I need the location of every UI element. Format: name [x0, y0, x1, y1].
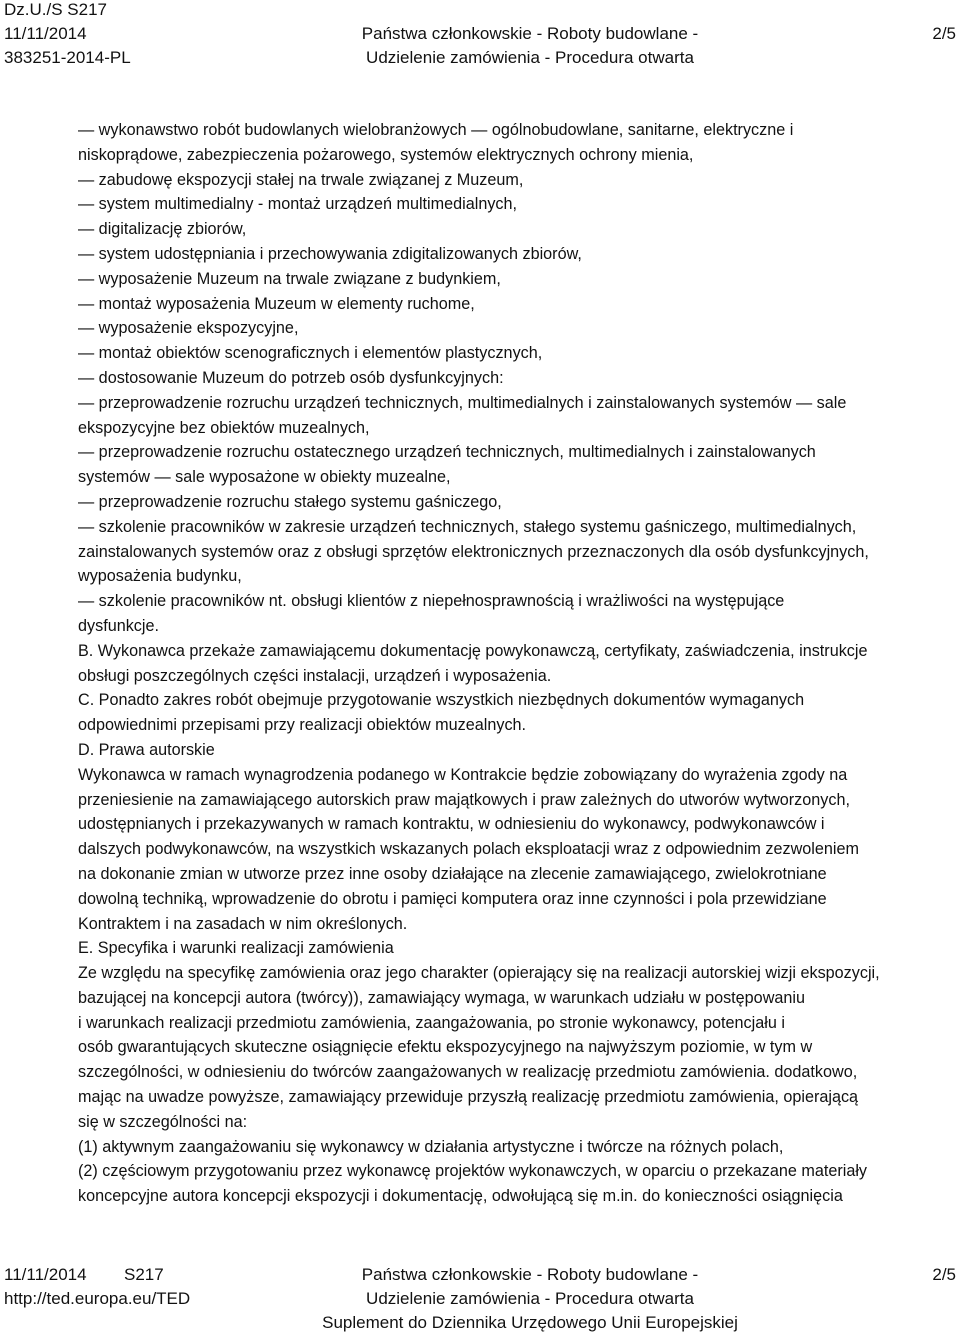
section-c-line: C. Ponadto zakres robót obejmuje przygotowanie wszystkich niezbędnych dokumentów wymaganych: [78, 691, 805, 710]
header-title-line2: Udzielenie zamówienia - Procedura otwarta: [366, 48, 694, 67]
text-line: niskoprądowe, zabezpieczenia pożarowego, systemów elektrycznych ochrony mienia,: [78, 145, 694, 164]
section-b-line: B. Wykonawca przekaże zamawiającemu dokumentację powykonawczą, certyfikaty, zaświadczenia, instrukcje: [78, 641, 868, 660]
section-e-heading: E. Specyfika i warunki realizacji zamówienia: [78, 939, 394, 958]
text-line: — szkolenie pracowników nt. obsługi klientów z niepełnosprawnością i wrażliwości na występujące: [78, 592, 785, 611]
text-line: systemów — sale wyposażone w obiekty muzealne,: [78, 468, 451, 487]
text-line: — montaż wyposażenia Muzeum w elementy ruchome,: [78, 294, 475, 313]
doc-reference: Dz.U./S S217: [4, 0, 107, 19]
text-line: (2) częściowym przygotowaniu przez wykonawcę projektów wykonawczych, w oparciu o przekazane materiały: [78, 1162, 868, 1181]
text-line: — szkolenie pracowników w zakresie urządzeń technicznych, stałego systemu gaśniczego, multimedialnych,: [78, 517, 857, 536]
text-line: bazującej na koncepcji autora (twórcy)), zamawiający wymaga, w warunkach udziału w postępowaniu: [78, 988, 805, 1007]
header-date: 11/11/2014: [4, 24, 87, 43]
footer-title-line2: Udzielenie zamówienia - Procedura otwarta: [366, 1289, 694, 1308]
text-line: — zabudowę ekspozycji stałej na trwale związanej z Muzeum,: [78, 170, 524, 189]
text-line: — montaż obiektów scenograficznych i elementów plastycznych,: [78, 344, 543, 363]
text-line: dalszych podwykonawców, na wszystkich wskazanych polach eksploatacji wraz z odpowiednim zezwoleniem: [78, 840, 859, 859]
text-line: — wyposażenie ekspozycyjne,: [78, 319, 299, 338]
text-line: Kontraktem i na zasadach w nim określonych.: [78, 914, 408, 933]
text-line: ekspozycyjne bez obiektów muzealnych,: [78, 418, 370, 437]
text-line: dysfunkcje.: [78, 616, 159, 635]
notice-number: 383251-2014-PL: [4, 48, 131, 67]
footer-date: 11/11/2014: [4, 1265, 87, 1284]
text-line: wyposażenia budynku,: [78, 567, 242, 586]
text-line: się w szczególności na:: [78, 1112, 248, 1131]
text-line: Ze względu na specyfikę zamówienia oraz jego charakter (opierający się na realizacji autorskiej wizji ekspozycji,: [78, 964, 880, 983]
footer-title-line1: Państwa członkowskie - Roboty budowlane -: [361, 1265, 699, 1284]
text-line: odpowiednimi przepisami przy realizacji obiektów muzealnych.: [78, 716, 527, 735]
text-line: na dokonanie zmian w utworze przez inne osoby działające na zlecenie zamawiającego, zwielokrotniane: [78, 864, 827, 883]
footer-title-line3: Suplement do Dziennika Urzędowego Unii Europejskiej: [322, 1313, 738, 1332]
text-line: szczególności, w odniesieniu do twórców zaangażowanych w realizację przedmiotu zamówienia. dodatkowo,: [78, 1063, 858, 1082]
document-body: [78, 118, 958, 1209]
text-line: — przeprowadzenie rozruchu ostatecznego urządzeń technicznych, multimedialnych i zainstalowanych: [78, 443, 816, 462]
text-line: — system udostępniania i przechowywania zdigitalizowanych zbiorów,: [78, 244, 582, 263]
text-line: dowolną techniką, wprowadzenie do obrotu i pamięci komputera oraz inne czynności i pola przewidziane: [78, 889, 827, 908]
text-line: — przeprowadzenie rozruchu stałego systemu gaśniczego,: [78, 492, 502, 511]
text-line: koncepcyjne autora koncepcji ekspozycji i dokumentację, odwołującą się m.in. do konieczności osiągnięcia: [78, 1187, 843, 1206]
footer-page-number: 2/5: [932, 1265, 956, 1284]
header-title-line1: Państwa członkowskie - Roboty budowlane -: [361, 24, 699, 43]
text-line: mając na uwadze powyższe, zamawiający przewiduje przyszłą realizację przedmiotu zamówienia, opierającą: [78, 1088, 859, 1107]
text-line: — wykonawstwo robót budowlanych wielobranżowych — ogólnobudowlane, sanitarne, elektryczne i: [78, 121, 794, 139]
text-line: — system multimedialny - montaż urządzeń multimedialnych,: [78, 195, 518, 214]
text-line: — wyposażenie Muzeum na trwale związane z budynkiem,: [78, 269, 501, 288]
text-line: obsługi poszczególnych części instalacji, urządzeń i wyposażenia.: [78, 666, 552, 685]
text-line: — dostosowanie Muzeum do potrzeb osób dysfunkcyjnych:: [78, 368, 504, 387]
footer-url: http://ted.europa.eu/TED: [4, 1289, 191, 1308]
text-line: udostępnianych i przekazywanych w ramach kontraktu, w odniesieniu do wykonawcy, podwykonawców i: [78, 815, 825, 834]
footer-series: S217: [124, 1265, 164, 1284]
text-line: osób gwarantujących skuteczne osiągnięcie efektu ekspozycyjnego na najwyższym poziomie, w tym w: [78, 1038, 813, 1057]
text-line: Wykonawca w ramach wynagrodzenia podanego w Kontrakcie będzie zobowiązany do wyrażenia zgody na: [78, 765, 848, 784]
text-line: i warunkach realizacji przedmiotu zamówienia, zaangażowania, po stronie wykonawcy, potencjału i: [78, 1013, 785, 1032]
text-line: (1) aktywnym zaangażowaniu się wykonawcy w działania artystyczne i twórcze na różnych polach,: [78, 1137, 784, 1156]
text-line: zainstalowanych systemów oraz z obsługi sprzętów elektronicznych przeznaczonych dla osób dysfunkcyjnych,: [78, 542, 869, 561]
header-page-number: 2/5: [932, 24, 956, 43]
text-line: — digitalizację zbiorów,: [78, 220, 247, 239]
text-line: przeniesienie na zamawiającego autorskich praw majątkowych i praw zależnych do utworów wytworzonych,: [78, 790, 850, 809]
section-d-heading: D. Prawa autorskie: [78, 740, 215, 759]
text-line: — przeprowadzenie rozruchu urządzeń technicznych, multimedialnych i zainstalowanych systemów — sale: [78, 393, 847, 412]
